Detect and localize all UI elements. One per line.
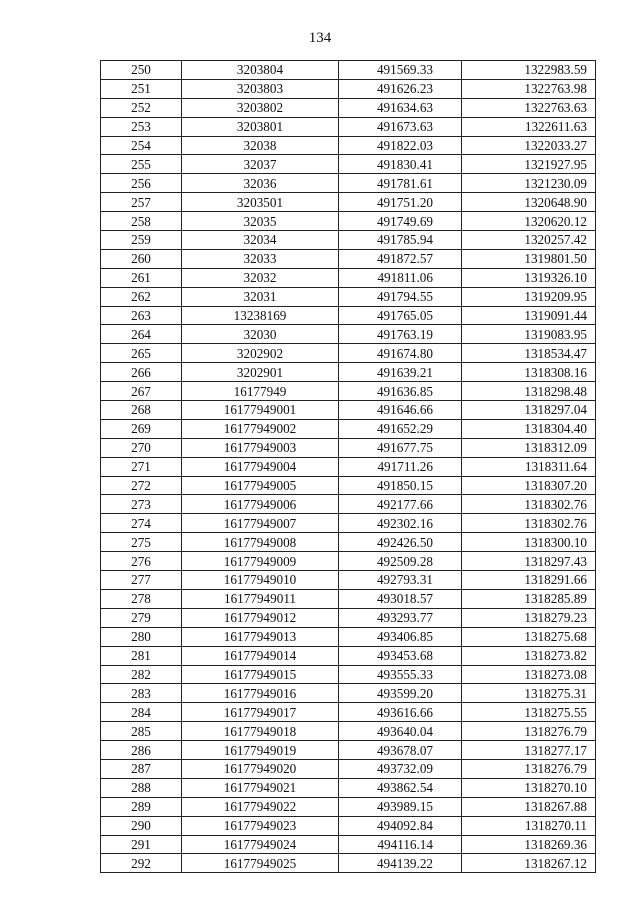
x-coordinate-cell: 493293.77 bbox=[339, 608, 462, 627]
x-coordinate-cell: 492509.28 bbox=[339, 552, 462, 571]
table-row bbox=[101, 401, 596, 420]
table-row bbox=[101, 816, 596, 835]
y-coordinate-cell: 1318311.64 bbox=[462, 457, 596, 476]
x-coordinate-cell: 492302.16 bbox=[339, 514, 462, 533]
x-coordinate-cell: 491785.94 bbox=[339, 231, 462, 250]
table-row bbox=[101, 552, 596, 571]
x-coordinate-cell: 491674.80 bbox=[339, 344, 462, 363]
row-number-cell: 262 bbox=[101, 287, 182, 306]
row-number-cell: 261 bbox=[101, 268, 182, 287]
y-coordinate-cell: 1318275.31 bbox=[462, 684, 596, 703]
table-row bbox=[101, 684, 596, 703]
row-number-cell: 255 bbox=[101, 155, 182, 174]
point-id-cell: 16177949013 bbox=[182, 627, 339, 646]
point-id-cell: 16177949 bbox=[182, 382, 339, 401]
point-id-cell: 16177949018 bbox=[182, 722, 339, 741]
y-coordinate-cell: 1318300.10 bbox=[462, 533, 596, 552]
x-coordinate-cell: 494139.22 bbox=[339, 854, 462, 873]
table-row bbox=[101, 514, 596, 533]
row-number-cell: 254 bbox=[101, 136, 182, 155]
x-coordinate-cell: 492793.31 bbox=[339, 571, 462, 590]
table-row bbox=[101, 608, 596, 627]
point-id-cell: 16177949009 bbox=[182, 552, 339, 571]
y-coordinate-cell: 1318277.17 bbox=[462, 741, 596, 760]
point-id-cell: 3202902 bbox=[182, 344, 339, 363]
y-coordinate-cell: 1319209.95 bbox=[462, 287, 596, 306]
row-number-cell: 253 bbox=[101, 117, 182, 136]
row-number-cell: 250 bbox=[101, 61, 182, 80]
row-number-cell: 264 bbox=[101, 325, 182, 344]
row-number-cell: 273 bbox=[101, 495, 182, 514]
table-row bbox=[101, 268, 596, 287]
y-coordinate-cell: 1318312.09 bbox=[462, 438, 596, 457]
point-id-cell: 16177949010 bbox=[182, 571, 339, 590]
row-number-cell: 251 bbox=[101, 79, 182, 98]
y-coordinate-cell: 1319326.10 bbox=[462, 268, 596, 287]
x-coordinate-cell: 491652.29 bbox=[339, 419, 462, 438]
table-row bbox=[101, 438, 596, 457]
y-coordinate-cell: 1322983.59 bbox=[462, 61, 596, 80]
point-id-cell: 16177949011 bbox=[182, 589, 339, 608]
point-id-cell: 32033 bbox=[182, 249, 339, 268]
y-coordinate-cell: 1318534.47 bbox=[462, 344, 596, 363]
row-number-cell: 292 bbox=[101, 854, 182, 873]
point-id-cell: 3203802 bbox=[182, 98, 339, 117]
row-number-cell: 268 bbox=[101, 401, 182, 420]
x-coordinate-cell: 492177.66 bbox=[339, 495, 462, 514]
y-coordinate-cell: 1318285.89 bbox=[462, 589, 596, 608]
point-id-cell: 3203803 bbox=[182, 79, 339, 98]
point-id-cell: 16177949001 bbox=[182, 401, 339, 420]
x-coordinate-cell: 491673.63 bbox=[339, 117, 462, 136]
table-row bbox=[101, 476, 596, 495]
y-coordinate-cell: 1320648.90 bbox=[462, 193, 596, 212]
y-coordinate-cell: 1318267.12 bbox=[462, 854, 596, 873]
row-number-cell: 274 bbox=[101, 514, 182, 533]
x-coordinate-cell: 491634.63 bbox=[339, 98, 462, 117]
y-coordinate-cell: 1318270.10 bbox=[462, 778, 596, 797]
page-number: 134 bbox=[308, 30, 332, 46]
point-id-cell: 16177949024 bbox=[182, 835, 339, 854]
x-coordinate-cell: 493599.20 bbox=[339, 684, 462, 703]
y-coordinate-cell: 1318298.48 bbox=[462, 382, 596, 401]
table-row bbox=[101, 174, 596, 193]
y-coordinate-cell: 1318270.11 bbox=[462, 816, 596, 835]
point-id-cell: 16177949008 bbox=[182, 533, 339, 552]
coordinates-table-body bbox=[101, 61, 596, 873]
point-id-cell: 13238169 bbox=[182, 306, 339, 325]
x-coordinate-cell: 493732.09 bbox=[339, 759, 462, 778]
y-coordinate-cell: 1318279.23 bbox=[462, 608, 596, 627]
table-row bbox=[101, 231, 596, 250]
table-row bbox=[101, 797, 596, 816]
row-number-cell: 289 bbox=[101, 797, 182, 816]
x-coordinate-cell: 493640.04 bbox=[339, 722, 462, 741]
x-coordinate-cell: 494116.14 bbox=[339, 835, 462, 854]
row-number-cell: 260 bbox=[101, 249, 182, 268]
row-number-cell: 287 bbox=[101, 759, 182, 778]
point-id-cell: 32037 bbox=[182, 155, 339, 174]
point-id-cell: 16177949012 bbox=[182, 608, 339, 627]
table-row bbox=[101, 646, 596, 665]
point-id-cell: 16177949025 bbox=[182, 854, 339, 873]
x-coordinate-cell: 491872.57 bbox=[339, 249, 462, 268]
x-coordinate-cell: 493678.07 bbox=[339, 741, 462, 760]
table-row bbox=[101, 117, 596, 136]
row-number-cell: 275 bbox=[101, 533, 182, 552]
table-row bbox=[101, 382, 596, 401]
point-id-cell: 16177949016 bbox=[182, 684, 339, 703]
y-coordinate-cell: 1319083.95 bbox=[462, 325, 596, 344]
y-coordinate-cell: 1322033.27 bbox=[462, 136, 596, 155]
point-id-cell: 16177949007 bbox=[182, 514, 339, 533]
x-coordinate-cell: 491781.61 bbox=[339, 174, 462, 193]
table-row bbox=[101, 759, 596, 778]
row-number-cell: 286 bbox=[101, 741, 182, 760]
x-coordinate-cell: 491811.06 bbox=[339, 268, 462, 287]
table-row bbox=[101, 457, 596, 476]
row-number-cell: 263 bbox=[101, 306, 182, 325]
table-row bbox=[101, 193, 596, 212]
x-coordinate-cell: 493018.57 bbox=[339, 589, 462, 608]
table-row bbox=[101, 212, 596, 231]
x-coordinate-cell: 491711.26 bbox=[339, 457, 462, 476]
row-number-cell: 258 bbox=[101, 212, 182, 231]
row-number-cell: 265 bbox=[101, 344, 182, 363]
point-id-cell: 32035 bbox=[182, 212, 339, 231]
x-coordinate-cell: 494092.84 bbox=[339, 816, 462, 835]
row-number-cell: 282 bbox=[101, 665, 182, 684]
table-row bbox=[101, 98, 596, 117]
x-coordinate-cell: 491749.69 bbox=[339, 212, 462, 231]
y-coordinate-cell: 1318275.55 bbox=[462, 703, 596, 722]
point-id-cell: 16177949022 bbox=[182, 797, 339, 816]
point-id-cell: 32031 bbox=[182, 287, 339, 306]
x-coordinate-cell: 491677.75 bbox=[339, 438, 462, 457]
x-coordinate-cell: 491763.19 bbox=[339, 325, 462, 344]
row-number-cell: 257 bbox=[101, 193, 182, 212]
y-coordinate-cell: 1322611.63 bbox=[462, 117, 596, 136]
table-row bbox=[101, 703, 596, 722]
table-row bbox=[101, 495, 596, 514]
y-coordinate-cell: 1318302.76 bbox=[462, 495, 596, 514]
point-id-cell: 32038 bbox=[182, 136, 339, 155]
row-number-cell: 276 bbox=[101, 552, 182, 571]
x-coordinate-cell: 491636.85 bbox=[339, 382, 462, 401]
table-row bbox=[101, 249, 596, 268]
point-id-cell: 32032 bbox=[182, 268, 339, 287]
table-row bbox=[101, 571, 596, 590]
y-coordinate-cell: 1322763.63 bbox=[462, 98, 596, 117]
point-id-cell: 32036 bbox=[182, 174, 339, 193]
x-coordinate-cell: 491765.05 bbox=[339, 306, 462, 325]
row-number-cell: 266 bbox=[101, 363, 182, 382]
table-row bbox=[101, 778, 596, 797]
table-row bbox=[101, 363, 596, 382]
table-row bbox=[101, 344, 596, 363]
row-number-cell: 267 bbox=[101, 382, 182, 401]
row-number-cell: 281 bbox=[101, 646, 182, 665]
y-coordinate-cell: 1318276.79 bbox=[462, 722, 596, 741]
row-number-cell: 288 bbox=[101, 778, 182, 797]
x-coordinate-cell: 491569.33 bbox=[339, 61, 462, 80]
point-id-cell: 16177949015 bbox=[182, 665, 339, 684]
row-number-cell: 259 bbox=[101, 231, 182, 250]
y-coordinate-cell: 1318302.76 bbox=[462, 514, 596, 533]
y-coordinate-cell: 1318291.66 bbox=[462, 571, 596, 590]
point-id-cell: 16177949017 bbox=[182, 703, 339, 722]
row-number-cell: 283 bbox=[101, 684, 182, 703]
table-row bbox=[101, 287, 596, 306]
y-coordinate-cell: 1318276.79 bbox=[462, 759, 596, 778]
point-id-cell: 16177949005 bbox=[182, 476, 339, 495]
y-coordinate-cell: 1318297.43 bbox=[462, 552, 596, 571]
point-id-cell: 3203804 bbox=[182, 61, 339, 80]
x-coordinate-cell: 491794.55 bbox=[339, 287, 462, 306]
table-row bbox=[101, 835, 596, 854]
table-row bbox=[101, 155, 596, 174]
x-coordinate-cell: 493453.68 bbox=[339, 646, 462, 665]
table-row bbox=[101, 854, 596, 873]
y-coordinate-cell: 1318297.04 bbox=[462, 401, 596, 420]
y-coordinate-cell: 1318273.08 bbox=[462, 665, 596, 684]
point-id-cell: 16177949019 bbox=[182, 741, 339, 760]
table-row bbox=[101, 61, 596, 80]
table-row bbox=[101, 136, 596, 155]
table-row bbox=[101, 741, 596, 760]
y-coordinate-cell: 1318308.16 bbox=[462, 363, 596, 382]
row-number-cell: 277 bbox=[101, 571, 182, 590]
point-id-cell: 16177949020 bbox=[182, 759, 339, 778]
y-coordinate-cell: 1318275.68 bbox=[462, 627, 596, 646]
point-id-cell: 3202901 bbox=[182, 363, 339, 382]
row-number-cell: 269 bbox=[101, 419, 182, 438]
y-coordinate-cell: 1319801.50 bbox=[462, 249, 596, 268]
row-number-cell: 291 bbox=[101, 835, 182, 854]
point-id-cell: 3203501 bbox=[182, 193, 339, 212]
row-number-cell: 256 bbox=[101, 174, 182, 193]
point-id-cell: 16177949014 bbox=[182, 646, 339, 665]
row-number-cell: 278 bbox=[101, 589, 182, 608]
y-coordinate-cell: 1320257.42 bbox=[462, 231, 596, 250]
x-coordinate-cell: 491751.20 bbox=[339, 193, 462, 212]
y-coordinate-cell: 1318273.82 bbox=[462, 646, 596, 665]
row-number-cell: 284 bbox=[101, 703, 182, 722]
row-number-cell: 272 bbox=[101, 476, 182, 495]
table-row bbox=[101, 627, 596, 646]
x-coordinate-cell: 491822.03 bbox=[339, 136, 462, 155]
table-row bbox=[101, 325, 596, 344]
table-row bbox=[101, 589, 596, 608]
y-coordinate-cell: 1322763.98 bbox=[462, 79, 596, 98]
x-coordinate-cell: 491850.15 bbox=[339, 476, 462, 495]
x-coordinate-cell: 491639.21 bbox=[339, 363, 462, 382]
point-id-cell: 16177949021 bbox=[182, 778, 339, 797]
x-coordinate-cell: 493616.66 bbox=[339, 703, 462, 722]
x-coordinate-cell: 491626.23 bbox=[339, 79, 462, 98]
row-number-cell: 290 bbox=[101, 816, 182, 835]
x-coordinate-cell: 491830.41 bbox=[339, 155, 462, 174]
point-id-cell: 16177949003 bbox=[182, 438, 339, 457]
y-coordinate-cell: 1318269.36 bbox=[462, 835, 596, 854]
point-id-cell: 3203801 bbox=[182, 117, 339, 136]
row-number-cell: 271 bbox=[101, 457, 182, 476]
y-coordinate-cell: 1321230.09 bbox=[462, 174, 596, 193]
row-number-cell: 270 bbox=[101, 438, 182, 457]
row-number-cell: 252 bbox=[101, 98, 182, 117]
coordinates-table bbox=[100, 60, 596, 873]
table-row bbox=[101, 722, 596, 741]
x-coordinate-cell: 491646.66 bbox=[339, 401, 462, 420]
table-row bbox=[101, 665, 596, 684]
row-number-cell: 279 bbox=[101, 608, 182, 627]
x-coordinate-cell: 493406.85 bbox=[339, 627, 462, 646]
table-row bbox=[101, 306, 596, 325]
point-id-cell: 32030 bbox=[182, 325, 339, 344]
x-coordinate-cell: 493862.54 bbox=[339, 778, 462, 797]
row-number-cell: 280 bbox=[101, 627, 182, 646]
table-row bbox=[101, 79, 596, 98]
point-id-cell: 32034 bbox=[182, 231, 339, 250]
x-coordinate-cell: 493555.33 bbox=[339, 665, 462, 684]
y-coordinate-cell: 1321927.95 bbox=[462, 155, 596, 174]
x-coordinate-cell: 493989.15 bbox=[339, 797, 462, 816]
y-coordinate-cell: 1318267.88 bbox=[462, 797, 596, 816]
y-coordinate-cell: 1319091.44 bbox=[462, 306, 596, 325]
x-coordinate-cell: 492426.50 bbox=[339, 533, 462, 552]
point-id-cell: 16177949023 bbox=[182, 816, 339, 835]
table-row bbox=[101, 533, 596, 552]
y-coordinate-cell: 1318304.40 bbox=[462, 419, 596, 438]
row-number-cell: 285 bbox=[101, 722, 182, 741]
point-id-cell: 16177949004 bbox=[182, 457, 339, 476]
table-row bbox=[101, 419, 596, 438]
point-id-cell: 16177949002 bbox=[182, 419, 339, 438]
y-coordinate-cell: 1318307.20 bbox=[462, 476, 596, 495]
y-coordinate-cell: 1320620.12 bbox=[462, 212, 596, 231]
point-id-cell: 16177949006 bbox=[182, 495, 339, 514]
